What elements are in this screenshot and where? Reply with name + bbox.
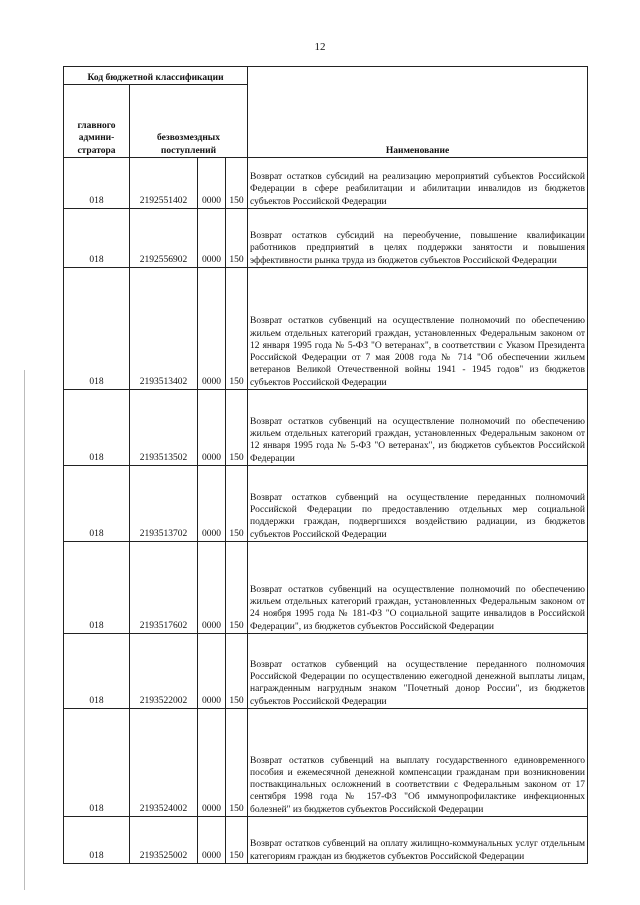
- kosgu-code-cell: 150: [226, 542, 248, 634]
- kosgu-code-cell: 150: [226, 634, 248, 709]
- table-row: [64, 466, 588, 542]
- table-row: [64, 634, 588, 709]
- admin-code-cell: 018: [64, 209, 130, 268]
- kosgu-code-cell: 150: [226, 817, 248, 864]
- name-cell: Возврат остатков субвенций на осуществление переданных полномочий Российской Федерации по предоставлению отдельных мер социальной поддержки граждан, подвергшихся воздействию радиации, из бюджетов субъектов Российской Федерации: [248, 466, 588, 542]
- budget-code-cell: 2192551402: [130, 158, 198, 209]
- budget-code-cell: 2193513502: [130, 390, 198, 466]
- budget-code-cell: 2193517602: [130, 542, 198, 634]
- admin-code-cell: 018: [64, 466, 130, 542]
- admin-code-cell: 018: [64, 158, 130, 209]
- page-number: 12: [314, 41, 326, 53]
- table-row: [64, 268, 588, 390]
- admin-code-cell: 018: [64, 542, 130, 634]
- header-receipts: безвозмездных поступлений: [130, 85, 248, 158]
- budget-code-cell: 2193524002: [130, 709, 198, 817]
- kosgu-code-cell: 150: [226, 209, 248, 268]
- name-cell: Возврат остатков субвенций на оплату жилищно-коммунальных услуг отдельным категориям граждан из бюджетов субъектов Российской Федерации: [248, 817, 588, 864]
- margin-rule: [24, 370, 25, 890]
- table-row: [64, 158, 588, 209]
- table-row: [64, 817, 588, 864]
- kosgu-code-cell: 150: [226, 390, 248, 466]
- admin-code-cell: 018: [64, 390, 130, 466]
- name-cell: Возврат остатков субсидий на реализацию мероприятий субъектов Российской Федерации в сфере реабилитации и абилитации инвалидов из бюджетов субъектов Российской Федерации: [248, 158, 588, 209]
- admin-code-cell: 018: [64, 268, 130, 390]
- program-code-cell: 0000: [198, 466, 226, 542]
- header-admin: главного админи-стратора: [64, 85, 130, 158]
- program-code-cell: 0000: [198, 268, 226, 390]
- kosgu-code-cell: 150: [226, 268, 248, 390]
- kosgu-code-cell: 150: [226, 466, 248, 542]
- name-cell: Возврат остатков субвенций на осуществление полномочий по обеспечению жильем отдельных категорий граждан, установленных Федеральным законом от 12 января 1995 года № 5-ФЗ "О ветеранах", из бюджетов субъектов Российской Федерации: [248, 390, 588, 466]
- budget-code-cell: 2193513402: [130, 268, 198, 390]
- name-cell: Возврат остатков субвенций на выплату государственного единовременного пособия и ежемесячной денежной компенсации гражданам при возникновении поствакцинальных осложнений в соответствии с Федеральным законом от 17 сентября 1998 года № 157-ФЗ "Об иммунопрофилактике инфекционных болезней" из бюджетов субъектов Российской Федерации: [248, 709, 588, 817]
- program-code-cell: 0000: [198, 542, 226, 634]
- table-row: [64, 542, 588, 634]
- name-cell: Возврат остатков субвенций на осуществление полномочий по обеспечению жильем отдельных категорий граждан, установленных Федеральным законом от 12 января 1995 года № 5-ФЗ "О ветеранах", в соответствии с Указом Президента Российской Федерации от 7 мая 2008 года № 714 "Об обеспечении жильем ветеранов Великой Отечественной войны 1941 - 1945 годов" из бюджетов субъектов Российской Федерации: [248, 268, 588, 390]
- budget-code-cell: 2193525002: [130, 817, 198, 864]
- admin-code-cell: 018: [64, 709, 130, 817]
- name-cell: Возврат остатков субвенций на осуществление полномочий по обеспечению жильем отдельных категорий граждан, установленных Федеральным законом от 24 ноября 1995 года № 181-ФЗ "О социальной защите инвалидов в Российской Федерации", из бюджетов субъектов Российской Федерации: [248, 542, 588, 634]
- header-name: Наименование: [248, 67, 588, 158]
- admin-code-cell: 018: [64, 634, 130, 709]
- header-budget-code-group: Код бюджетной классификации: [64, 67, 248, 85]
- program-code-cell: 0000: [198, 390, 226, 466]
- table-row: [64, 709, 588, 817]
- budget-classification-table: [63, 66, 588, 864]
- program-code-cell: 0000: [198, 209, 226, 268]
- budget-code-cell: 2192556902: [130, 209, 198, 268]
- table-row: [64, 209, 588, 268]
- budget-code-cell: 2193522002: [130, 634, 198, 709]
- kosgu-code-cell: 150: [226, 709, 248, 817]
- name-cell: Возврат остатков субсидий на переобучение, повышение квалификации работников предприятий в целях поддержки занятости и повышения эффективности рынка труда из бюджетов субъектов Российской Федерации: [248, 209, 588, 268]
- program-code-cell: 0000: [198, 158, 226, 209]
- budget-code-cell: 2193513702: [130, 466, 198, 542]
- name-cell: Возврат остатков субвенций на осуществление переданного полномочия Российской Федерации по осуществлению ежегодной денежной выплаты лицам, награжденным нагрудным знаком "Почетный донор России", из бюджетов субъектов Российской Федерации: [248, 634, 588, 709]
- table-row: [64, 390, 588, 466]
- program-code-cell: 0000: [198, 817, 226, 864]
- program-code-cell: 0000: [198, 709, 226, 817]
- admin-code-cell: 018: [64, 817, 130, 864]
- kosgu-code-cell: 150: [226, 158, 248, 209]
- program-code-cell: 0000: [198, 634, 226, 709]
